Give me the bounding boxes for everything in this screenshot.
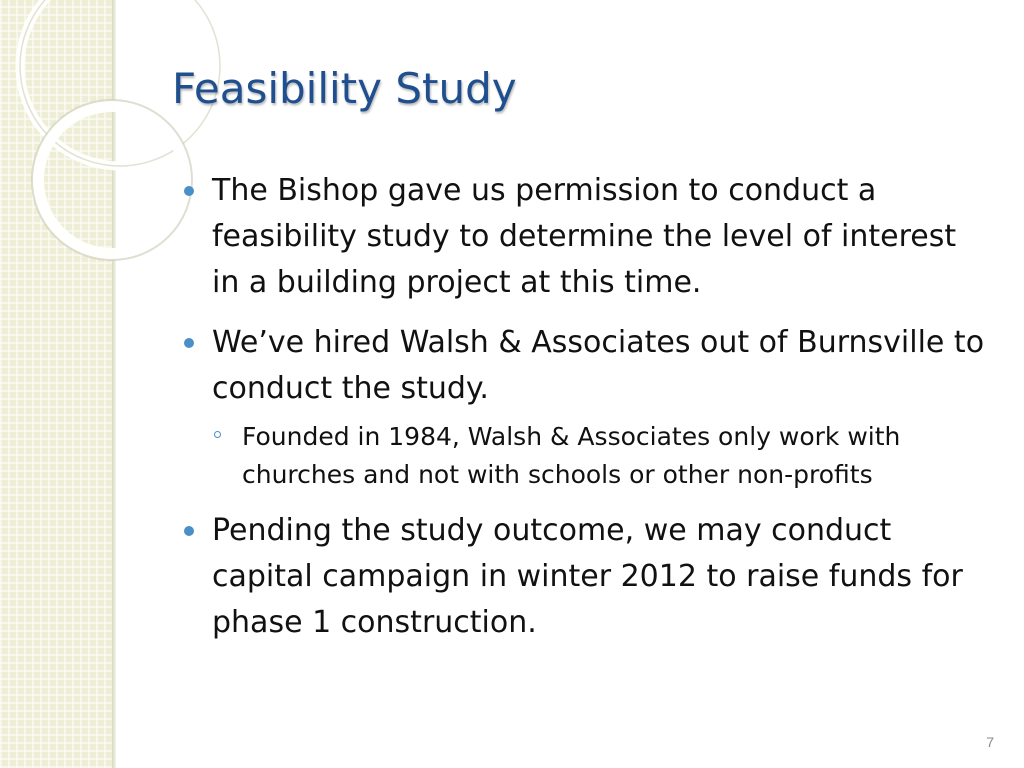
sidebar-pattern: [0, 0, 112, 768]
filled-circle-bullet-icon: [184, 338, 194, 348]
bullet-item: [182, 320, 992, 494]
sidebar-edge: [112, 0, 116, 768]
sub-bullet-item: [212, 418, 992, 494]
filled-circle-bullet-icon: [184, 526, 194, 536]
hollow-circle-bullet-icon: [214, 431, 221, 438]
bullet-item: [182, 168, 992, 306]
bullet-text: Pending the study outcome, we may conduct capital campaign in winter 2012 to raise funds for phase 1 construction.: [212, 513, 963, 640]
slide-title: Feasibility Study: [172, 64, 517, 113]
filled-circle-bullet-icon: [184, 186, 194, 196]
bullet-list: [182, 168, 992, 660]
bullet-text: The Bishop gave us permission to conduct a feasibility study to determine the level of interest in a building project at this time.: [212, 173, 957, 300]
sub-bullet-text: Founded in 1984, Walsh & Associates only work with churches and not with schools or other non-profits: [242, 422, 901, 489]
sub-bullet-list: [212, 418, 992, 494]
bullet-text: We’ve hired Walsh & Associates out of Burnsville to conduct the study.: [212, 325, 985, 406]
page-number: 7: [986, 734, 994, 750]
bullet-item: [182, 508, 992, 646]
